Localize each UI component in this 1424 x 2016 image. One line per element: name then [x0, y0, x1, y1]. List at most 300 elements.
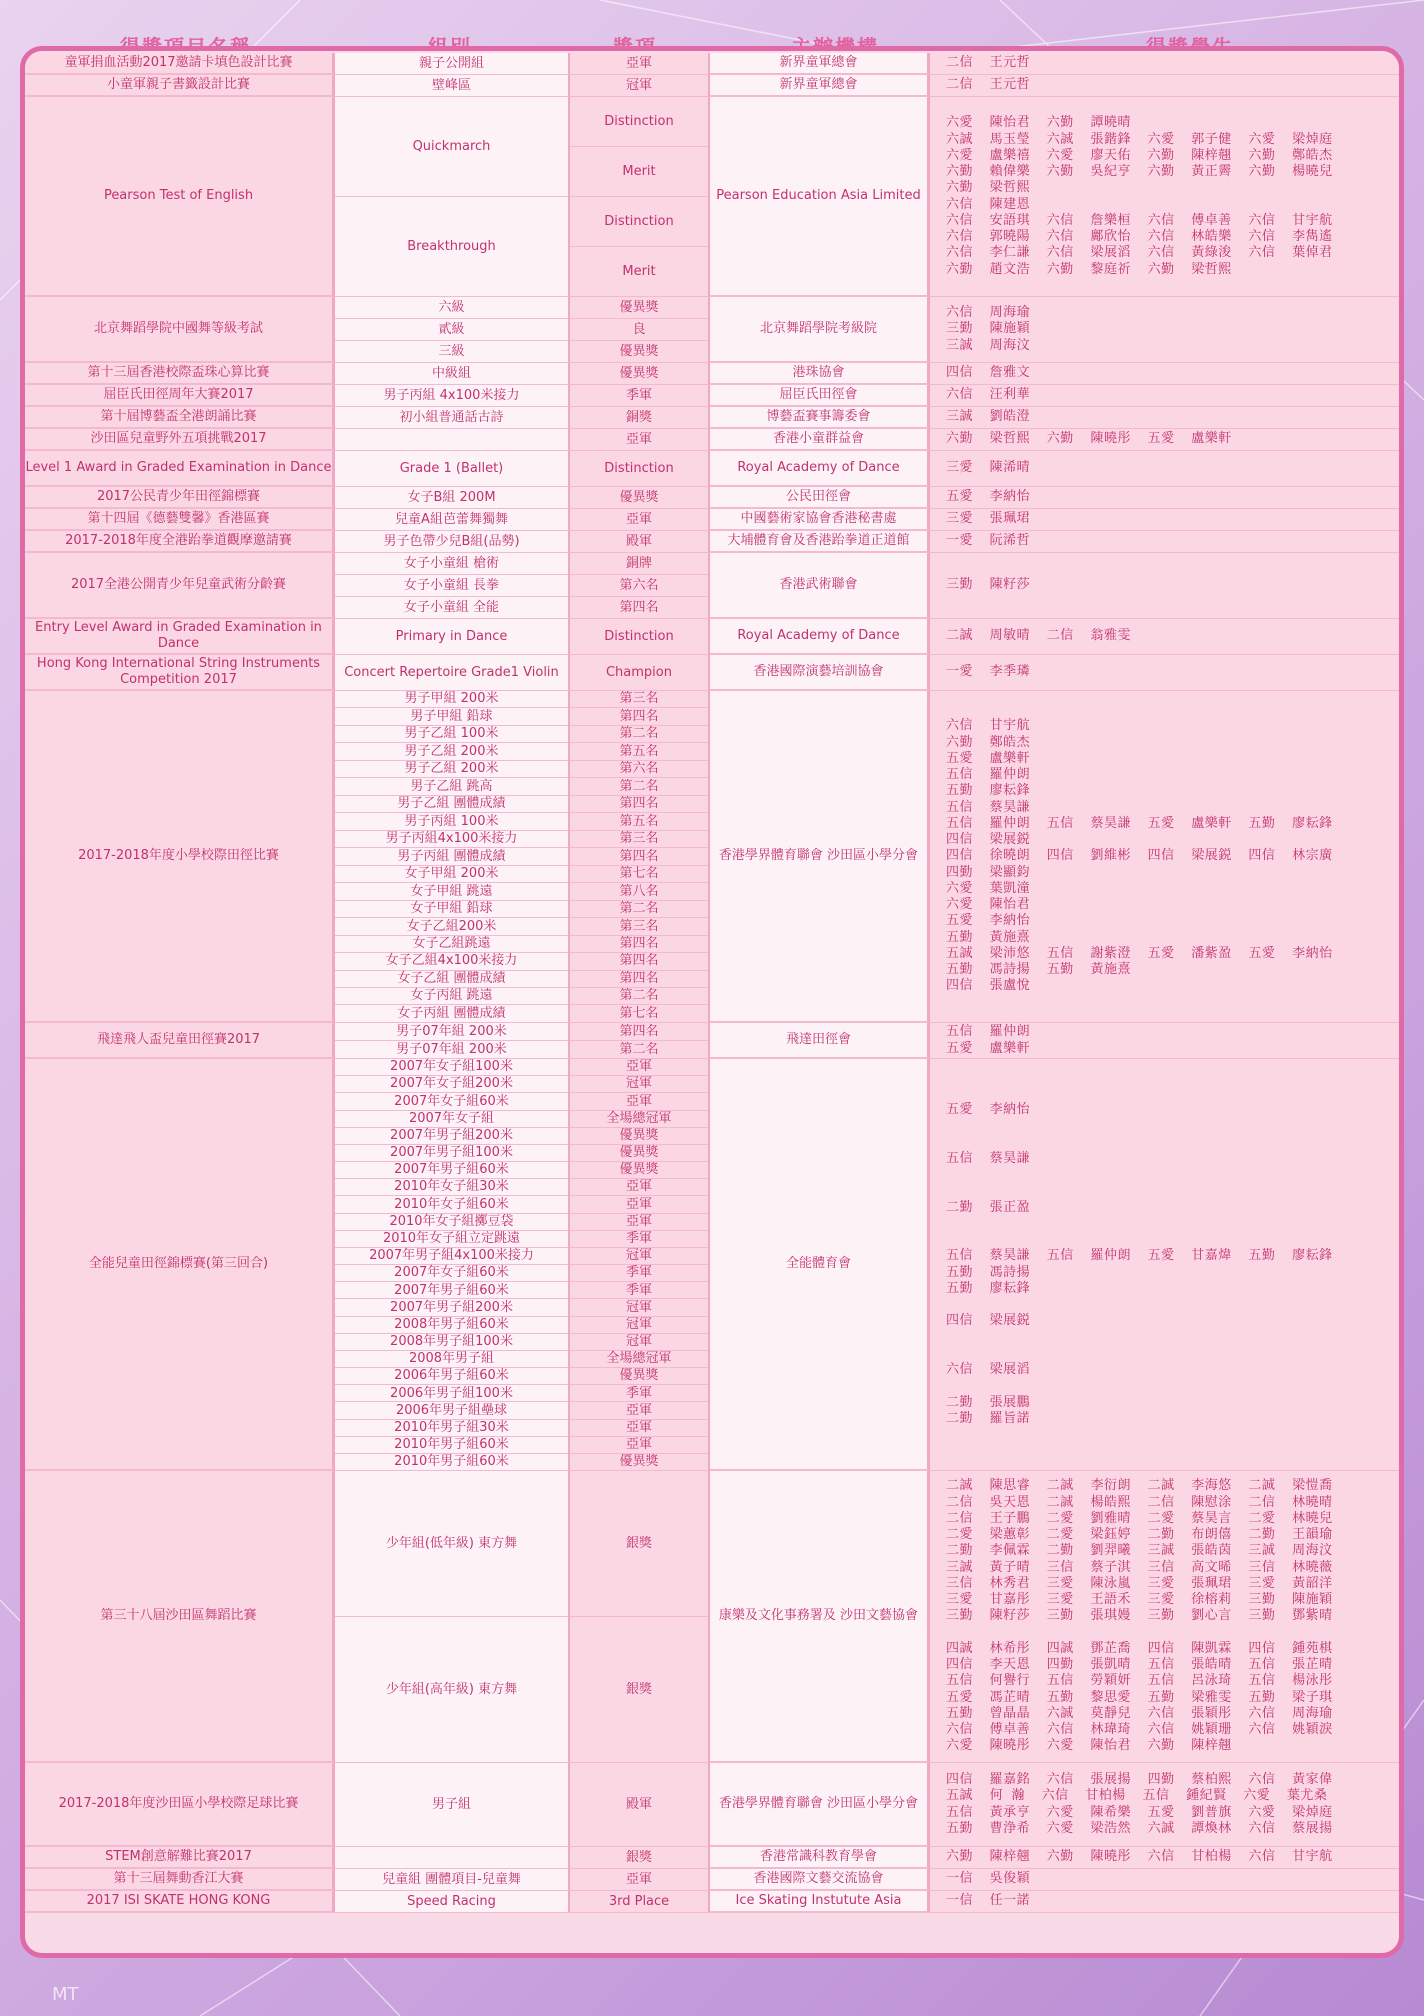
- group-label: Grade 1 (Ballet): [399, 460, 504, 476]
- group-label: 六級: [335, 297, 568, 319]
- organizer: [710, 509, 930, 531]
- event-name-text: 北京舞蹈學院中國舞等級考試: [93, 321, 263, 337]
- group-label: 2007年女子組100米: [335, 1059, 568, 1076]
- award-label: 3rd Place: [608, 1893, 670, 1909]
- event-name-text: 第十三屆香港校際盃珠心算比賽: [87, 365, 270, 381]
- award-label: 優異獎: [619, 1454, 659, 1470]
- group-label: 男子07年組 200米: [335, 1023, 568, 1041]
- group-label: Speed Racing: [407, 1893, 496, 1909]
- event-name: [25, 531, 335, 553]
- event-name: [25, 363, 335, 385]
- group-label: Primary in Dance: [395, 628, 508, 644]
- event-name: [25, 297, 335, 363]
- event-name: [25, 509, 335, 531]
- organizer-text: 新界童軍總會: [779, 77, 858, 93]
- award-label: 第二名: [570, 988, 708, 1005]
- award-label: 亞軍: [570, 1214, 708, 1231]
- students: [930, 531, 1399, 553]
- group-label: 女子小童組 長拳: [335, 575, 568, 597]
- group-label: 男子組: [431, 1796, 471, 1812]
- event-name-text: 第十三屆舞動香江大賽: [113, 1871, 244, 1887]
- organizer-text: 北京舞蹈學院考級院: [759, 321, 877, 337]
- award-cell: [570, 407, 710, 429]
- award-cell: [570, 451, 710, 487]
- award-label: 第二名: [619, 1041, 659, 1057]
- event-name: [25, 429, 335, 451]
- award-label: 亞軍: [570, 1437, 708, 1454]
- group-cell: [335, 1763, 570, 1847]
- group-cell: [335, 297, 570, 363]
- organizer: [710, 75, 930, 97]
- organizer: [710, 619, 930, 655]
- group-cell: [335, 619, 570, 655]
- group-label: 2010年男子組30米: [335, 1420, 568, 1437]
- group-label: 男子丙組4x100米接力: [335, 831, 568, 848]
- award-label: 亞軍: [570, 1196, 708, 1213]
- students: [930, 619, 1399, 655]
- organizer: [710, 1023, 930, 1059]
- group-label: 2010年女子組30米: [335, 1179, 568, 1196]
- group-label: Breakthrough: [407, 238, 496, 254]
- award-cell: [570, 487, 710, 509]
- event-name: [25, 1059, 335, 1471]
- group-cell: [335, 53, 570, 75]
- award-label: 第二名: [570, 778, 708, 795]
- event-name: [25, 1471, 335, 1763]
- students: [930, 97, 1399, 297]
- group-label: 男子07年組 200米: [396, 1041, 507, 1057]
- group-label: 中級組: [431, 365, 471, 381]
- group-label: [335, 1847, 568, 1868]
- award-label: 冠軍: [570, 1334, 708, 1351]
- award-label: 第八名: [570, 883, 708, 900]
- award-label: 第四名: [570, 936, 708, 953]
- organizer: [710, 407, 930, 429]
- event-name-text: 飛達飛人盃兒童田徑賽2017: [96, 1032, 261, 1048]
- students: [930, 553, 1399, 619]
- award-label: 第二名: [570, 901, 708, 918]
- event-name: [25, 451, 335, 487]
- group-cell: [335, 1471, 570, 1763]
- group-label: 女子乙組跳遠: [335, 936, 568, 953]
- award-label: Merit: [622, 263, 656, 279]
- organizer-text: 香港常識科教育學會: [759, 1849, 877, 1865]
- group-label: 2007年男子組60米: [335, 1162, 568, 1179]
- award-label: 銅牌: [570, 553, 708, 575]
- group-label: [335, 429, 568, 450]
- organizer-text: 飛達田徑會: [785, 1032, 851, 1048]
- group-label: 2007年男子組200米: [335, 1299, 568, 1316]
- event-name-text: Pearson Test of English: [103, 188, 254, 204]
- students-text: 六勤 梁哲熙 六勤 陳曉彤 五愛 盧樂軒: [946, 431, 1232, 447]
- award-label: 第四名: [570, 708, 708, 725]
- group-label: 親子公開組: [418, 55, 484, 71]
- students: [930, 297, 1399, 363]
- group-label: 男子乙組 團體成績: [335, 796, 568, 813]
- group-label: 2007年男子組200米: [335, 1128, 568, 1145]
- group-label: 2010年女子組擲豆袋: [335, 1214, 568, 1231]
- organizer: [710, 97, 930, 297]
- group-label: 女子乙組4x100米接力: [335, 953, 568, 970]
- students-text: 一信 吳俊穎: [946, 1871, 1031, 1887]
- award-label: 第三名: [570, 831, 708, 848]
- group-label: 男子甲組 200米: [335, 691, 568, 708]
- award-cell: [570, 1471, 710, 1763]
- organizer-text: 全能體育會: [785, 1256, 851, 1272]
- group-label: 2008年男子組100米: [335, 1334, 568, 1351]
- students: [930, 429, 1399, 451]
- students: [930, 1023, 1399, 1059]
- event-name-text: 第十四屆《德藝雙馨》香港區賽: [87, 511, 270, 527]
- award-label: 第四名: [570, 1023, 708, 1041]
- award-cell: [570, 1891, 710, 1913]
- event-name: [25, 691, 335, 1023]
- event-name-text: Level 1 Award in Graded Examination in Dance: [25, 460, 332, 476]
- award-label: 第六名: [570, 761, 708, 778]
- students: [930, 1763, 1399, 1847]
- group-cell: [335, 97, 570, 297]
- group-cell: [335, 531, 570, 553]
- award-label: Distinction: [570, 197, 708, 247]
- students-text: 三誠 劉皓澄: [946, 409, 1031, 425]
- award-label: 季軍: [570, 1265, 708, 1282]
- organizer: [710, 53, 930, 75]
- group-label: 少年組(低年級) 東方舞: [335, 1471, 568, 1617]
- group-cell: [335, 407, 570, 429]
- group-label: 初小組普通話古詩: [399, 409, 504, 425]
- organizer: [710, 363, 930, 385]
- award-label: 第七名: [570, 866, 708, 883]
- award-cell: [570, 75, 710, 97]
- award-label: 冠軍: [625, 77, 652, 93]
- group-label: 女子甲組 200米: [335, 866, 568, 883]
- group-label: 2008年男子組: [335, 1351, 568, 1368]
- award-cell: [570, 385, 710, 407]
- award-label: 冠軍: [570, 1317, 708, 1334]
- group-cell: [335, 509, 570, 531]
- students: [930, 53, 1399, 75]
- event-name-text: 2017-2018年度小學校際田徑比賽: [78, 848, 279, 864]
- organizer: [710, 385, 930, 407]
- award-label: 全場總冠軍: [570, 1111, 708, 1128]
- group-label: 兒童組 團體項目-兒童舞: [382, 1871, 521, 1887]
- group-cell: [335, 1059, 570, 1471]
- event-name: [25, 385, 335, 407]
- award-label: 亞軍: [570, 1402, 708, 1419]
- group-cell: [335, 553, 570, 619]
- award-label: 優異獎: [570, 1128, 708, 1145]
- organizer-text: 大埔體育會及香港跆拳道正道館: [727, 533, 910, 549]
- group-label: 女子甲組 鉛球: [335, 901, 568, 918]
- organizer-text: 康樂及文化事務署及 沙田文藝協會: [718, 1608, 919, 1624]
- organizer-text: Ice Skating Instutute Asia: [735, 1893, 902, 1909]
- group-label: 男子丙組 4x100米接力: [383, 387, 520, 403]
- award-label: 第四名: [619, 599, 659, 615]
- group-label: 女子小童組 全能: [403, 599, 500, 615]
- organizer-text: Royal Academy of Dance: [737, 628, 900, 644]
- organizer-text: 港珠協會: [792, 365, 845, 381]
- students: [930, 691, 1399, 1023]
- group-cell: [335, 429, 570, 451]
- award-label: 冠軍: [570, 1299, 708, 1316]
- event-name-text: 2017全港公開青少年兒童武術分齡賽: [70, 577, 287, 593]
- organizer-text: 博藝盃賽事籌委會: [766, 409, 871, 425]
- award-cell: [570, 1847, 710, 1869]
- group-label: 2007年男子組100米: [335, 1145, 568, 1162]
- award-label: 優異獎: [570, 1162, 708, 1179]
- group-cell: [335, 385, 570, 407]
- students-text: 五愛 李納怡 五信 蔡昊謙 二勤 張正盈 五信 蔡昊謙 五信 羅仲朗 五愛 甘嘉煒 五勤 廖耘鋒 五勤 馮詩揚 五勤 廖耘鋒 四信 梁展鋭 六信 梁展滔 二勤 張展鵬 二勤 羅旨諾: [946, 1102, 1333, 1426]
- students-text: 三愛 陳浠晴: [946, 460, 1031, 476]
- event-name-text: 2017 ISI SKATE HONG KONG: [86, 1893, 271, 1909]
- event-name-text: 沙田區兒童野外五項挑戰2017: [90, 431, 267, 447]
- students-text: 一信 任一諾: [946, 1893, 1031, 1909]
- group-label: 2006年男子組100米: [335, 1385, 568, 1402]
- award-cell: [570, 297, 710, 363]
- group-label: 2010年男子組60米: [394, 1454, 509, 1470]
- event-name: [25, 53, 335, 75]
- award-cell: [570, 553, 710, 619]
- organizer: [710, 429, 930, 451]
- organizer: [710, 1891, 930, 1913]
- organizer-text: 香港小童群益會: [772, 431, 864, 447]
- organizer: [710, 553, 930, 619]
- award-label: Distinction: [604, 460, 674, 476]
- award-label: 季軍: [570, 1385, 708, 1402]
- students: [930, 451, 1399, 487]
- group-label: 2006年男子組壘球: [335, 1402, 568, 1419]
- group-label: 兒童A組芭蕾舞獨舞: [395, 511, 508, 527]
- award-label: Distinction: [570, 97, 708, 147]
- award-label: 第六名: [570, 575, 708, 597]
- award-cell: [570, 53, 710, 75]
- students-text: 三愛 張珮珺: [946, 511, 1031, 527]
- award-label: 冠軍: [570, 1248, 708, 1265]
- event-name-text: 全能兒童田徑錦標賽(第三回合): [88, 1256, 269, 1272]
- organizer: [710, 1847, 930, 1869]
- students: [930, 509, 1399, 531]
- group-label: 貳級: [335, 319, 568, 341]
- award-label: 第五名: [570, 743, 708, 760]
- event-name-text: 2017-2018年度沙田區小學校際足球比賽: [58, 1796, 299, 1812]
- group-label: 女子小童組 槍術: [335, 553, 568, 575]
- event-name: [25, 407, 335, 429]
- organizer: [710, 487, 930, 509]
- award-label: 優異獎: [570, 297, 708, 319]
- award-label: 殿軍: [625, 1796, 652, 1812]
- award-label: 第四名: [570, 796, 708, 813]
- award-label: 優異獎: [619, 343, 659, 359]
- organizer: [710, 655, 930, 691]
- award-cell: [570, 97, 710, 297]
- group-label: Concert Repertoire Grade1 Violin: [344, 664, 559, 680]
- award-label: 良: [570, 319, 708, 341]
- group-label: 男子乙組 100米: [335, 726, 568, 743]
- footer-logo: MT: [52, 1984, 79, 2005]
- students: [930, 385, 1399, 407]
- students-text: 五愛 李納怡: [946, 489, 1031, 505]
- students: [930, 75, 1399, 97]
- award-label: 殿軍: [625, 533, 652, 549]
- group-label: 2006年男子組60米: [335, 1368, 568, 1385]
- group-label: 2010年男子組60米: [335, 1437, 568, 1454]
- group-label: 三級: [438, 343, 465, 359]
- students: [930, 1471, 1399, 1763]
- group-cell: [335, 487, 570, 509]
- event-name-text: 第三十八屆沙田區舞蹈比賽: [100, 1608, 257, 1624]
- group-cell: [335, 655, 570, 691]
- students-text: 二誠 陳思睿 二誠 李衍朗 二誠 李海悠 二誠 梁愷喬 二信 吳天恩 二誠 楊皓熙 二信 陳慰涂 二信 林曉晴 二信 王子鵬 二愛 劉雅晴 二愛 蔡昊言 二愛 林曉兒 二愛 梁蕙彰 二愛 梁鈺婷 二勤 布朗僖 二勤 王韻瑜 二勤 李佩霖 二勤 劉羿曦 三誠 張皓茵 三誠 周海汶 三誠 黃子晴 三信 蔡子淇 三信 高文晞 三信 林曉薇 三信 林秀君 三愛 陳泳嵐 三愛 張珮珺 三愛 黃韶洋 三愛 甘嘉彤 三愛 王語禾 三愛 徐榕莉 三勤 陳施穎 三勤 陳籽莎 三勤 張琪嫚 三勤 劉心言 三勤 鄧紫晴 四誠 林希彤 四誠 鄧芷喬 四信 陳凱霖 四信 鍾苑棋 四信 李天恩 四勤 張凱晴 五信 張皓晴 五信 張芷晴 五信 何譽行 五信 勞穎妍 五信 呂泳琦 五信 楊泳彤 五愛 馮芷晴 五勤 黎思愛 五勤 梁雅雯 五勤 梁子琪 五勤 曾晶晶 六誠 莫靜兒 六信 張穎彤 六信 周海瑜 六信 傅卓善 六信 林瑋琦 六信 姚穎珊 六信 姚穎淚 六愛 陳曉彤 六愛 陳怡君 六勤 陳梓翹: [946, 1478, 1333, 1754]
- students: [930, 1847, 1399, 1869]
- group-label: 少年組(高年級) 東方舞: [385, 1681, 518, 1697]
- award-cell: [570, 1023, 710, 1059]
- students: [930, 1869, 1399, 1891]
- event-name-text: 小童軍親子書籤設計比賽: [106, 77, 250, 93]
- event-name: [25, 1023, 335, 1059]
- group-label: 2010年女子組60米: [335, 1196, 568, 1213]
- award-label: 第四名: [570, 971, 708, 988]
- award-label: 第三名: [570, 691, 708, 708]
- students-text: 六愛 陳怡君 六勤 譚曉晴 六誠 馬玉瑩 六誠 張鍇鋒 六愛 郭子健 六愛 梁焯庭 六愛 盧樂禧 六愛 廖天佑 六勤 陳梓翹 六勤 鄭皓杰 六勤 賴偉樂 六勤 吳紀亨 六勤 黃正霽 六勤 楊曉兒 六勤 梁哲熙 六信 陳建恩 六信 安語琪 六信 詹樂桓 六信 傅卓善 六信 甘宇航 六信 郭曉陽 六信 鄺欣怡 六信 林皓樂 六信 李雋遙 六信 李仁謙 六信 梁展滔 六信 黃綠浚 六信 葉倬君 六勤 趙文浩 六勤 黎庭祈 六勤 梁哲熙: [946, 115, 1333, 277]
- event-name-text: 第十屆博藝盃全港朗誦比賽: [100, 409, 257, 425]
- organizer-text: 香港國際文藝交流協會: [753, 1871, 884, 1887]
- awards-grid: [25, 51, 1399, 1953]
- award-label: 亞軍: [625, 511, 652, 527]
- group-label: Quickmarch: [335, 97, 568, 197]
- event-name: [25, 75, 335, 97]
- group-label: 女子乙組 團體成績: [335, 971, 568, 988]
- award-cell: [570, 655, 710, 691]
- award-label: Merit: [570, 147, 708, 197]
- students: [930, 1891, 1399, 1913]
- award-cell: [570, 363, 710, 385]
- event-name: [25, 487, 335, 509]
- group-label: 男子甲組 鉛球: [335, 708, 568, 725]
- event-name: [25, 553, 335, 619]
- organizer-text: Pearson Education Asia Limited: [716, 188, 921, 204]
- award-cell: [570, 1763, 710, 1847]
- award-label: 第五名: [570, 813, 708, 830]
- group-cell: [335, 1891, 570, 1913]
- group-cell: [335, 1847, 570, 1869]
- award-label: 銅獎: [625, 409, 652, 425]
- students-text: 五信 羅仲朗 五愛 盧樂軒: [946, 1024, 1031, 1056]
- award-cell: [570, 1869, 710, 1891]
- event-name: [25, 655, 335, 691]
- students-text: 二信 王元哲: [946, 77, 1031, 93]
- award-cell: [570, 619, 710, 655]
- group-label: 2007年女子組: [335, 1111, 568, 1128]
- students: [930, 655, 1399, 691]
- organizer-text: 香港武術聯會: [779, 577, 858, 593]
- award-label: 優異獎: [570, 1145, 708, 1162]
- group-label: 男子乙組 跳高: [335, 778, 568, 795]
- group-label: 2010年女子組立定跳遠: [335, 1231, 568, 1248]
- award-label: 第七名: [619, 1005, 659, 1021]
- organizer-text: 香港學界體育聯會 沙田區小學分會: [718, 1796, 919, 1812]
- group-label: 女子丙組 團體成績: [397, 1005, 506, 1021]
- organizer-text: 中國藝術家協會香港秘書處: [740, 511, 897, 527]
- students: [930, 407, 1399, 429]
- group-label: 男子丙組 團體成績: [335, 848, 568, 865]
- group-label: 女子B組 200M: [407, 489, 496, 505]
- event-name-text: 2017-2018年度全港跆拳道觀摩邀請賽: [65, 533, 292, 549]
- organizer: [710, 297, 930, 363]
- award-label: 優異獎: [619, 365, 659, 381]
- organizer-text: 香港國際演藝培訓協會: [753, 664, 884, 680]
- students-text: 四信 羅嘉銘 六信 張展揚 四勤 蔡柏熙 六信 黃家偉 五誠 何 瀚 六信 甘柏楊 五信 鍾紀賢 六愛 葉尤桑 五信 黃承亨 六愛 陳希樂 五愛 劉普旗 六愛 梁焯庭 五勤 曹浄希 六愛 梁浩然 六誠 譚煥林 六信 蔡展揚: [946, 1772, 1333, 1836]
- organizer-text: 公民田徑會: [785, 489, 851, 505]
- award-label: 季軍: [625, 387, 652, 403]
- award-cell: [570, 691, 710, 1023]
- group-cell: [335, 1023, 570, 1059]
- group-label: 2007年女子組60米: [335, 1093, 568, 1110]
- organizer: [710, 1763, 930, 1847]
- award-label: 第三名: [570, 918, 708, 935]
- event-name: [25, 1763, 335, 1847]
- students: [930, 363, 1399, 385]
- event-name: [25, 1847, 335, 1869]
- group-label: 2007年男子組4x100米接力: [335, 1248, 568, 1265]
- students-text: 三勤 陳籽莎: [946, 577, 1031, 593]
- students-text: 六信 周海瑜 三勤 陳施穎 三誠 周海汶: [946, 305, 1031, 353]
- organizer: [710, 691, 930, 1023]
- event-name-text: Entry Level Award in Graded Examination in Dance: [35, 620, 322, 651]
- event-name-text: 童軍捐血活動2017邀請卡填色設計比賽: [64, 55, 293, 71]
- group-cell: [335, 363, 570, 385]
- group-label: 男子乙組 200米: [335, 743, 568, 760]
- event-name: [25, 1891, 335, 1913]
- students-text: 一愛 阮浠哲: [946, 533, 1031, 549]
- group-cell: [335, 1869, 570, 1891]
- award-label: 第二名: [570, 726, 708, 743]
- group-label: 女子丙組 跳遠: [335, 988, 568, 1005]
- award-cell: [570, 509, 710, 531]
- award-label: 全場總冠軍: [570, 1351, 708, 1368]
- students-text: 二信 王元哲: [946, 55, 1031, 71]
- award-label: 銀獎: [570, 1471, 708, 1617]
- students-text: 四信 詹雅文: [946, 365, 1031, 381]
- organizer-text: 新界童軍總會: [779, 55, 858, 71]
- award-label: Champion: [605, 664, 672, 680]
- students-text: 六勤 陳梓翹 六勤 陳曉彤 六信 甘柏楊 六信 甘宇航: [946, 1849, 1333, 1865]
- organizer: [710, 451, 930, 487]
- group-label: 女子乙組200米: [335, 918, 568, 935]
- organizer-text: 香港學界體育聯會 沙田區小學分會: [718, 848, 919, 864]
- group-cell: [335, 75, 570, 97]
- award-cell: [570, 531, 710, 553]
- award-label: 亞軍: [570, 1093, 708, 1110]
- award-label: 亞軍: [570, 1420, 708, 1437]
- event-name: [25, 97, 335, 297]
- students: [930, 1059, 1399, 1471]
- students-text: 六信 汪利華: [946, 387, 1031, 403]
- award-label: 銀獎: [625, 1849, 652, 1865]
- organizer: [710, 1471, 930, 1763]
- award-label: 亞軍: [625, 1871, 652, 1887]
- organizer: [710, 1059, 930, 1471]
- group-cell: [335, 451, 570, 487]
- award-label: 第四名: [570, 848, 708, 865]
- award-label: Distinction: [604, 628, 674, 644]
- students-text: 二誠 周敏晴 二信 翁雅雯: [946, 628, 1131, 644]
- organizer-text: 屈臣氏田徑會: [779, 387, 858, 403]
- group-label: 2007年男子組60米: [335, 1282, 568, 1299]
- event-name: [25, 619, 335, 655]
- students-text: 一愛 李季璘: [946, 664, 1031, 680]
- group-label: 壁峰區: [431, 77, 471, 93]
- award-cell: [570, 1059, 710, 1471]
